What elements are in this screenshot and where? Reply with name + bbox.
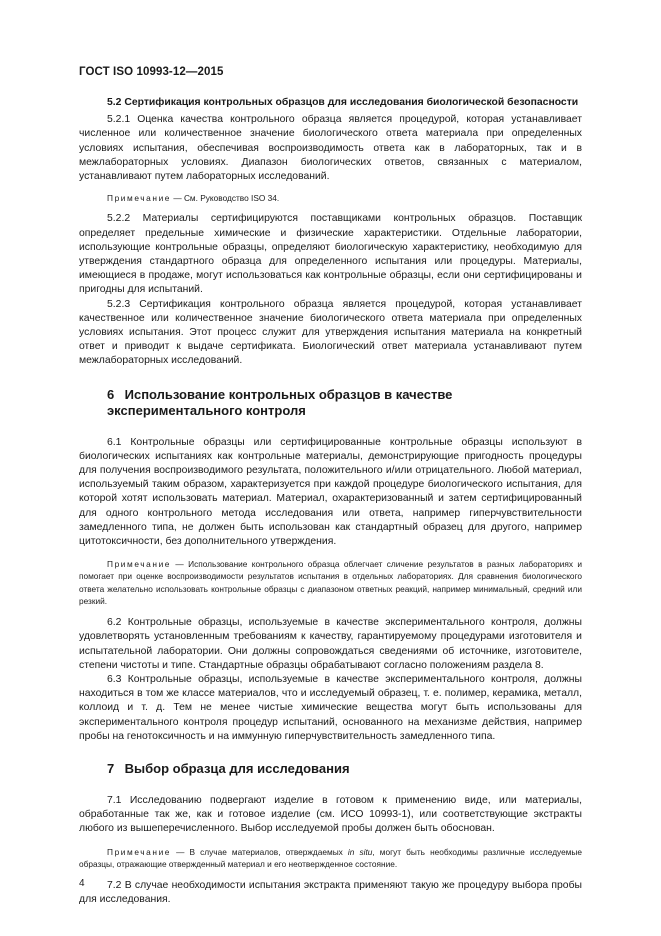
section-6-number: 6 — [107, 386, 115, 402]
paragraph-5-2-3: 5.2.3 Сертификация контрольного образца является процедурой, которая устанавливает качественное или количественное значение биологического ответа материала при определенных условиях испытания. Этот процесс служит для утверждения испытания материала на конкретный ответ и приводит к выдаче сертификата. Биологический ответ материала устанавливают путем межлабораторных исследований. — [79, 298, 582, 367]
paragraph-5-2-2: 5.2.2 Материалы сертифицируются поставщиками контрольных образцов. Поставщик определяет предельные химические и физические характеристики. Отдельные лаборатории, использующие контрольные образцы, определяют биологическую характеристику, необходимую для утверждения стандартного образца для определенного испытания или процедуры. Материалы, имеющиеся в продаже, могут использоваться как контрольные образцы, если они сертифицированы и пригодны для испытаний. — [79, 213, 582, 296]
section-7-heading — [79, 761, 582, 777]
section-7-number: 7 — [107, 760, 115, 776]
note-text: — См. Руководство ISO 34. — [171, 193, 280, 204]
note-label: Примечание — [107, 193, 172, 204]
note-text-italic: in situ — [347, 846, 373, 857]
note-label: Примечание — [107, 559, 172, 570]
section-7-title: Выбор образца для исследования — [124, 760, 350, 776]
page-number: 4 — [79, 878, 85, 889]
section-6-heading — [79, 387, 582, 419]
paragraph-5-2-1: 5.2.1 Оценка качества контрольного образца является процедурой, которая устанавливает численное или количественное значение биологического ответа материала при определенных условиях испытания, обеспечивая воспроизводимость ответа как в лабораторных, так и в межлабораторных условиях. Диапазон биологических ответов, связанных с материалом, устанавливают путем лабораторных исследований. — [79, 114, 582, 183]
section-5-2-title: 5.2 Сертификация контрольных образцов для исследования биологической безопасности — [107, 97, 579, 108]
paragraph-7-1: 7.1 Исследованию подвергают изделие в готовом к применению виде, или материалы, обработанные так же, как и готовое изделие (см. ИСО 10993-1), или соответствующие экстракты любого из вышеперечисленного. Выбор исследуемой пробы должен быть обоснован. — [79, 794, 582, 835]
document-body — [79, 88, 582, 907]
section-6-title-line1: Использование контрольных образцов в качестве — [124, 386, 453, 402]
section-6-title-line2: экспериментального контроля — [107, 402, 306, 418]
standard-header: ГОСТ ISO 10993-12—2015 — [79, 66, 224, 78]
note-6 — [79, 558, 582, 607]
paragraph-6-2: 6.2 Контрольные образцы, используемые в качестве экспериментального контроля, должны удовлетворять установленным требованиям к качеству, гарантируемому процедурами изготовителя и испытательной лаборатории. Они должны сопровождаться сведениями об источнике, изготовителе, степени чистоты и типе. Стандартные образцы обрабатывают согласно положениям раздела 8. — [79, 617, 582, 671]
note-7 — [79, 846, 582, 870]
note-text-b: , могут быть необходимы различные исследуемые образцы, отражающие отвержденный материал и его неотвержденное состояние. — [79, 846, 582, 869]
paragraph-7-2: 7.2 В случае необходимости испытания экстракта применяют такую же процедуру выбора пробы для исследования. — [79, 879, 582, 906]
note-text: — Использование контрольного образца облегчает сличение результатов в разных лабораториях и помогает при оценке воспроизводимости результатов испытания в отдельных лабораториях. Для сравнения биологического ответа желательно использовать контрольные образцы с диапазоном ответных реакций, например минимальный, средний или резкий. — [79, 559, 582, 606]
note-label: Примечание — [107, 846, 172, 857]
paragraph-6-1: 6.1 Контрольные образцы или сертифицированные контрольные образцы используют в биологических испытаниях как контрольные материалы, демонстрирующие пригодность процедуры для получения воспроизводимого результата, положительного и/или отрицательного. Любой материал, используемый таким образом, характеризуется при каждой процедуре биологического испытания, для которой хотят использовать материал. Материал, охарактеризованный и затем сертифицированный для одного контрольного метода исследования или ответа, например гиперчувствительности замедленного типа, не должен быть использован как стандартный образец для другого, например цитотоксичности, без дополнительного утверждения. — [79, 436, 582, 548]
note-5-2 — [79, 192, 582, 204]
paragraph-6-3: 6.3 Контрольные образцы, используемые в качестве экспериментального контроля, должны находиться в том же классе материалов, что и исследуемый образец, т. е. полимер, керамика, металл, коллоид и т. д. Тем не менее чистые химические вещества могут быть использованы для экспериментального контроля процедур испытаний, основанного на механизме действия, например пробы на генотоксичность и на иммунную гиперчувствительность замедленного типа. — [79, 673, 582, 742]
note-text-a: — В случае материалов, отверждаемых — [171, 846, 348, 857]
